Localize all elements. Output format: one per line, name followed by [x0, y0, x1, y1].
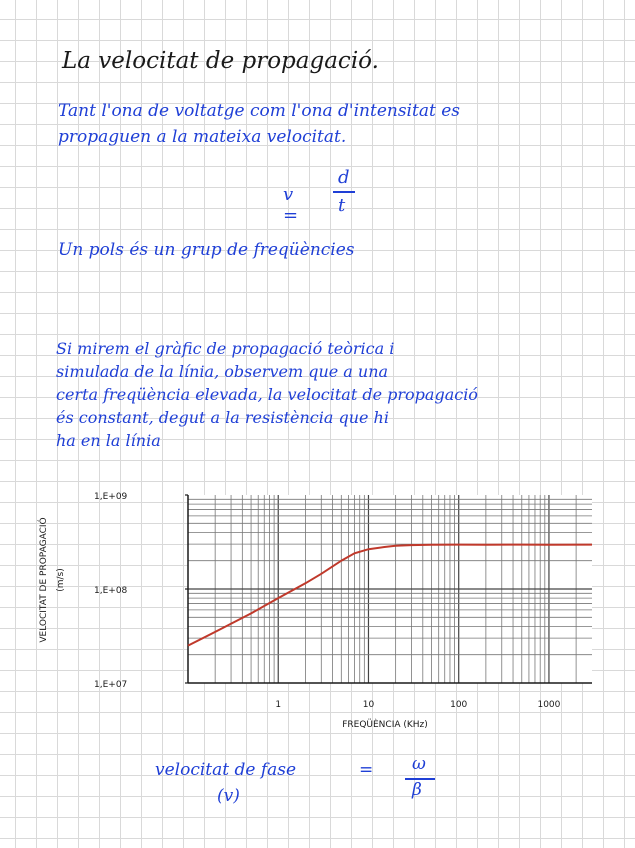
phase-numerator: ω [412, 754, 426, 774]
chart-grid [188, 495, 592, 683]
y-tick-label: 1,E+07 [94, 680, 128, 690]
formula-denominator: t [338, 195, 346, 216]
x-tick-label: 100 [450, 700, 468, 710]
paragraph-line: és constant, degut a la resistència que hi [56, 408, 389, 427]
paragraph-line: certa freqüència elevada, la velocitat de propagació [56, 385, 478, 404]
y-tick-label: 1,E+08 [94, 586, 128, 596]
phase-velocity-label: velocitat de fase [155, 760, 297, 780]
x-tick-label: 1 [275, 700, 282, 710]
y-tick-label: 1,E+09 [94, 492, 128, 502]
formula-lhs: v = [283, 184, 299, 226]
x-axis-label: FREQÜÈNCIA (KHz) [342, 720, 428, 730]
paragraph-pulse: Un pols és un grup de freqüències [58, 240, 355, 260]
paragraph-line: Tant l'ona de voltatge com l'ona d'intensitat es [58, 101, 460, 121]
paragraph-line: ha en la línia [56, 431, 161, 450]
paragraph-line: propaguen a la mateixa velocitat. [58, 127, 347, 147]
formula-numerator: d [338, 167, 350, 188]
paragraph-line: Si mirem el gràfic de propagació teòrica i [56, 339, 395, 358]
paragraph-line: simulada de la línia, observem que a una [56, 362, 389, 381]
x-tick-label: 1000 [537, 700, 561, 710]
phase-velocity-symbol: (v) [217, 786, 240, 806]
phase-denominator: β [412, 780, 422, 800]
y-axis-label: VELOCITAT DE PROPAGACIÓ [39, 517, 49, 643]
y-axis-unit: (m/s) [56, 568, 66, 592]
page-title: La velocitat de propagació. [62, 48, 379, 74]
x-tick-label: 10 [362, 700, 375, 710]
equals-sign: = [359, 760, 374, 780]
